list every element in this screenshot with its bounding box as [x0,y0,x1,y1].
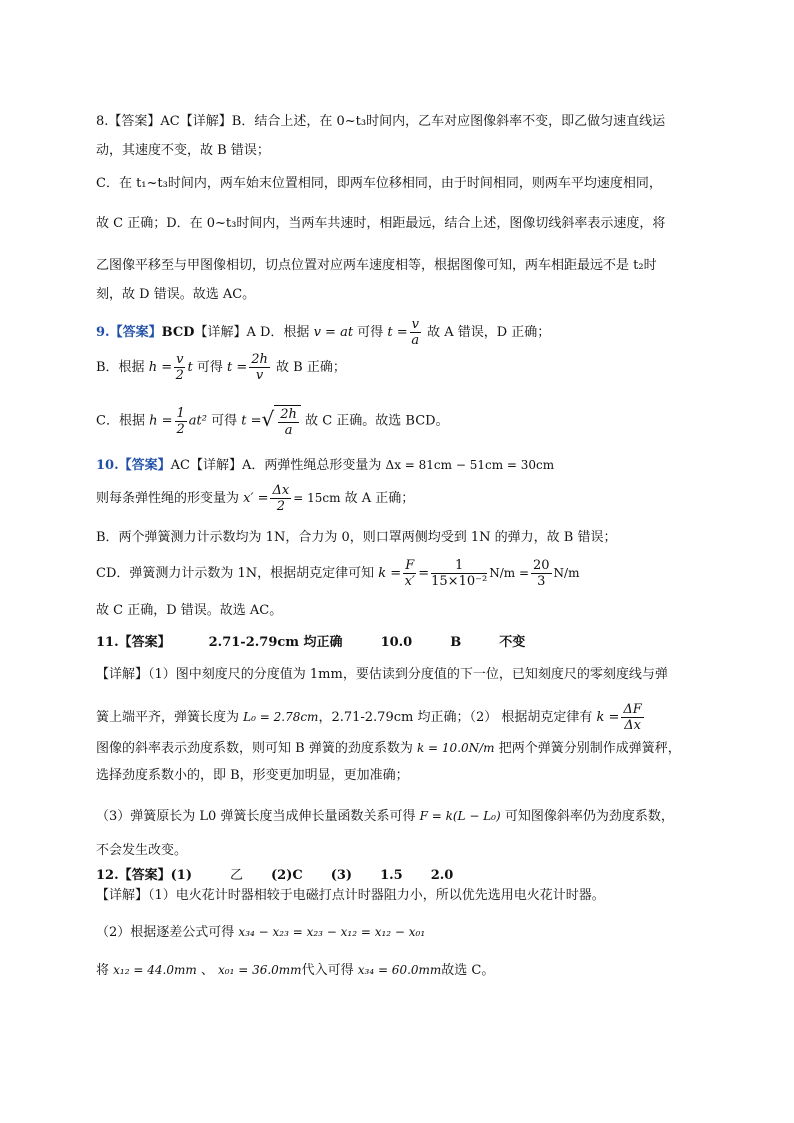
q10-l4-den3: 3 [537,574,546,589]
q8-line-3: C．在 t₁~t₃时间内，两车始末位置相同，即两车位移相同，由于时间相同，则两车平均速度相同， [96,176,662,191]
q9-b-num1: v [176,352,184,367]
q9-formula-v-at: v = at [313,325,354,340]
q9-c-prefix: C．根据 [96,413,145,429]
q11-formula-k: k = 10.0N/m [416,741,495,755]
q11-number: 11. [96,635,119,650]
q11-l3-post: 把两个弹簧分别制作成弹簧秤， [498,741,681,756]
q10-fraction-f-over-x [403,558,416,589]
q11-formula-hooke: F = k(L − L₀) [419,809,501,823]
q9-detail-tag: 【详解】 [194,325,247,340]
q10-l2-den: 2 [276,499,285,514]
q11-line-4: 选择劲度系数小的，即 B，形变更加明显，更加准确； [96,768,409,783]
q11-l2-prefix: 簧上端平齐，弹簧长度为 [96,710,240,725]
q11-fraction-df-over-dx [621,702,643,733]
q9-b-num2: 2h [251,352,268,367]
q8-line-1 [96,112,734,132]
q10-l1-prefix: A．两弹性绳总形变量为 [242,458,382,473]
q11-l2-k-eq: k = [596,710,620,725]
q10-l2-x-eq: x′ = [243,491,269,506]
q9-sqrt-2h-over-a [262,402,301,440]
q10-l4-eq: = [418,566,430,581]
q9-fraction-v-over-2 [174,352,185,383]
q9-number: 9. [96,325,110,340]
q10-l2-post: 故 A 正确； [344,491,415,506]
q10-number: 10. [96,458,119,473]
q9-c-post: 故 C 正确。故选 BCD。 [305,413,449,429]
q11-answer-1: 2.71-2.79cm 均正确 [208,635,343,650]
q9-c-t-eq: t = [241,413,262,429]
q9-fraction-v-over-a [410,317,421,348]
q10-l4-num2: 1 [431,558,487,574]
q10-fraction-20-over-3 [531,558,552,589]
q12-answer-1: 乙 [230,868,244,883]
q9-c-h-eq: h = [149,413,173,429]
q9-a-mid: 可得 [357,325,384,340]
q9-a-prefix: A D．根据 [246,325,310,340]
q9-c-mid: 可得 [211,413,238,429]
q10-line-4 [96,558,734,589]
q11-l5-post: 可知图像斜率仍为劲度系数， [504,809,674,824]
q12-formula-x34: x₃₄ = 60.0mm [357,963,442,977]
q11-line-2 [96,702,734,733]
q10-l4-unit1: N/m = [489,566,529,580]
q12-answer-line [96,866,734,886]
q10-answer: AC [170,458,190,473]
q9-c-den2: a [284,423,293,438]
q9-c-at2: at² [188,413,207,429]
q10-l4-den2: 15×10⁻² [431,574,488,589]
q10-l2-num: Δx [272,483,290,498]
q11-line-1: 【详解】（1）图中刻度尺的分度值为 1mm，要估读到分度值的下一位，已知刻度尺的零刻度线与弹 [96,667,668,682]
q9-b-den1: 2 [175,368,184,383]
q12-formula-x01: x₀₁ = 36.0mm [218,963,302,977]
q11-answer-3: B [450,635,462,650]
q10-detail-tag: 【详解】 [189,458,242,473]
q12-line-2 [96,922,734,943]
q9-b-mid: 可得 [196,360,223,375]
q9-a-num: v [411,317,419,332]
q11-answer-line [96,633,734,653]
q12-l3-post: 故选 C。 [441,963,495,978]
q9-b-t-eq: t = [227,360,248,375]
q9-b-prefix: B．根据 [96,360,145,375]
q10-l2-value: = 15cm [293,491,341,505]
q10-l4-unit2: N/m [553,566,580,580]
q8-line-2: 动，其速度不变，故 B 错误； [96,143,270,158]
q9-b-t: t [187,360,193,375]
q11-l5-prefix: （3）弹簧原长为 L0 弹簧长度当成伸长量函数关系可得 [96,809,416,824]
q9-a-t-eq: t = [387,325,408,340]
q12-part-1: (1) [170,868,192,883]
q11-l2-den: Δx [624,718,641,733]
q12-l3-mid: 代入可得 [301,963,354,978]
q10-l4-prefix: CD．弹簧测力计示数为 1N，根据胡克定律可知 [96,566,375,581]
q12-line-1: 【详解】（1）电火花计时器相较于电磁打点计时器阻力小，所以优先选用电火花计时器。 [96,888,605,903]
q12-answer-4: 2.0 [430,868,454,883]
q8-answer: AC [160,114,180,129]
q12-number: 12. [96,868,119,883]
q12-answer-tag: 【答案】 [118,868,171,883]
q12-part-3: (3) [330,868,353,883]
q10-line-2 [96,483,734,514]
q10-line-1 [96,455,734,476]
q10-l4-k-eq: k = [378,566,402,581]
q10-l2-prefix: 则每条弹性绳的形变量为 [96,491,240,506]
q9-fraction-2h-over-v [249,352,270,383]
q10-fraction-dx-over-2 [270,483,291,514]
q9-line-1 [96,317,734,348]
q9-a-post: 故 A 错误，D 正确； [427,325,551,340]
q10-l4-den1: x′ [404,574,415,589]
q11-formula-l0: L₀ = 2.78cm [243,710,319,724]
q11-l2-num: ΔF [623,702,642,717]
sqrt-sign-icon: √ [261,407,275,431]
q10-line-3: B．两个弹簧测力计示数均为 1N，合力为 0，则口罩两侧均受到 1N 的弹力，故 B 错误； [96,530,617,545]
q12-answer-3: 1.5 [380,868,403,883]
q8-text: B．结合上述，在 0~t₃时间内，乙车对应图像斜率不变，即乙做匀速直线运 [231,114,666,129]
q8-detail-tag: 【详解】 [179,114,232,129]
q12-part-2: (2)C [271,868,303,883]
q11-line-6: 不会发生改变。 [96,843,188,858]
q8-line-6: 刻，故 D 错误。故选 AC。 [96,287,256,302]
q11-line-3 [96,738,734,759]
q10-l4-num1: F [405,558,415,573]
q10-fraction-1-over-15e-2 [431,558,487,589]
q9-answer-tag: 【答案】 [109,325,162,340]
q9-b-post: 故 B 正确； [276,360,346,375]
q9-b-h-eq: h = [148,360,173,375]
q12-l3-sep: 、 [200,963,214,978]
q11-l3-prefix: 图像的斜率表示劲度系数，则可知 B 弹簧的劲度系数为 [96,741,413,756]
q9-line-3 [96,402,734,440]
q9-c-num2: 2h [280,407,297,422]
q12-line-3 [96,960,734,981]
q9-line-2 [96,352,734,383]
q11-l2-mid: ，2.71-2.79cm 均正确；（2） 根据胡克定律有 [318,710,593,725]
q8-number: 8. [96,114,109,129]
q9-fraction-1-over-2 [175,406,187,437]
q12-l2-prefix: （2）根据逐差公式可得 [96,925,235,940]
q9-c-num1: 1 [176,405,185,421]
q10-line-5: 故 C 正确，D 错误。故选 AC。 [96,603,283,618]
q10-answer-tag: 【答案】 [118,458,171,473]
q11-line-5 [96,806,734,827]
q8-line-5: 乙图像平移至与甲图像相切，切点位置对应两车速度相等，根据图像可知，两车相距最远不是 t₂时 [96,258,657,273]
q10-l4-num3: 20 [533,558,550,573]
q11-answer-2: 10.0 [380,635,413,650]
q8-answer-tag: 【答案】 [108,114,161,129]
q11-answer-tag: 【答案】 [118,635,171,650]
q8-line-4: 故 C 正确；D．在 0~t₃时间内，当两车共速时，相距最远，结合上述，图像切线斜率表示速度，将 [96,216,666,231]
q12-l3-prefix: 将 [96,963,110,978]
q10-formula-delta-x: Δx = 81cm − 51cm = 30cm [385,458,555,472]
q9-c-den1: 2 [176,421,185,437]
q11-answer-4: 不变 [499,635,526,650]
q12-formula-diff: x₃₄ − x₂₃ = x₂₃ − x₁₂ = x₁₂ − x₀₁ [238,925,426,939]
q9-b-den2: v [255,368,264,383]
q12-formula-x12: x₁₂ = 44.0mm [113,963,197,977]
q9-answer: BCD [161,325,195,340]
q9-a-den: a [411,333,420,348]
